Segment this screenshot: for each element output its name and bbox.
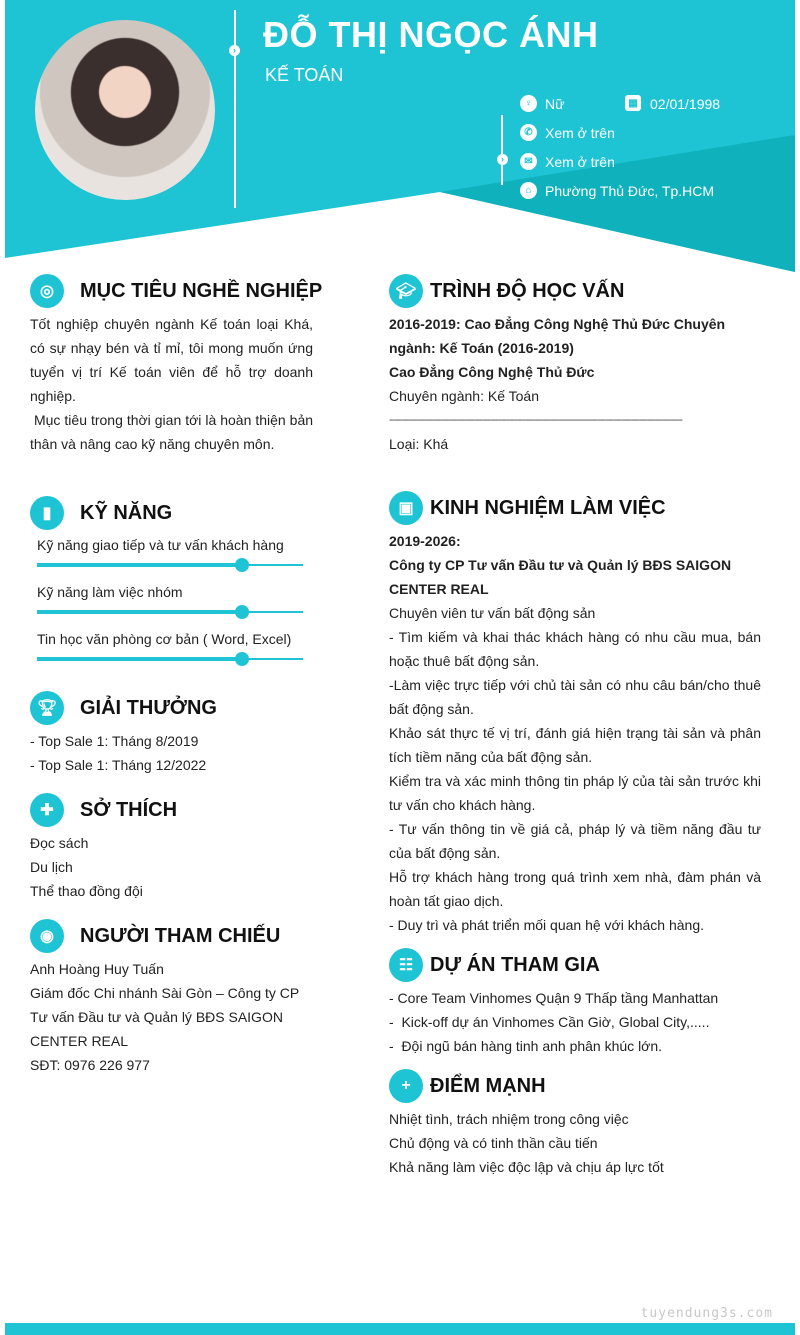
objective-text-2: Mục tiêu trong thời gian tới là hoàn thiện bản thân và nâng cao kỹ năng chuyên môn. bbox=[30, 412, 317, 452]
phone-value: Xem ở trên bbox=[545, 125, 615, 141]
skill-bar-fill bbox=[37, 563, 242, 567]
experience-duty: - Tìm kiếm và khai thác khách hàng có nhu cầu mua, bán hoặc thuê bất động sản. bbox=[389, 629, 761, 669]
experience-period: 2019-2026: bbox=[389, 533, 461, 549]
email-value: Xem ở trên bbox=[545, 154, 615, 170]
award-item: - Top Sale 1: Tháng 8/2019 bbox=[30, 733, 199, 749]
home-icon: ⌂ bbox=[520, 182, 537, 199]
strength-item: Khả năng làm việc độc lập và chịu áp lực tốt bbox=[389, 1159, 664, 1175]
skill-level-knob bbox=[235, 605, 249, 619]
candidate-name: ĐỖ THỊ NGỌC ÁNH bbox=[263, 14, 599, 55]
calendar-icon: ▦ bbox=[625, 95, 641, 111]
education-major: Chuyên ngành: Kế Toán bbox=[389, 388, 539, 404]
reference-phone: SĐT: 0976 226 977 bbox=[30, 1057, 150, 1073]
trophy-icon: 🏆︎ bbox=[30, 691, 64, 725]
address-value: Phường Thủ Đức, Tp.HCM bbox=[545, 183, 715, 199]
projects-title: DỰ ÁN THAM GIA bbox=[430, 954, 600, 976]
objective-text-1: Tốt nghiệp chuyên ngành Kế toán loại Khá, có sự nhạy bén và tỉ mỉ, tôi mong muốn ứng tuyển vị trí Kế toán viên để hỗ trợ doanh nghiệp. bbox=[30, 316, 313, 404]
briefcase-icon: ▣ bbox=[389, 491, 423, 525]
skill-level-knob bbox=[235, 558, 249, 572]
skill-label: Kỹ năng giao tiếp và tư vấn khách hàng bbox=[37, 537, 284, 553]
user-icon: ◉ bbox=[30, 919, 64, 953]
project-item: - Kick-off dự án Vinhomes Cần Giờ, Global City,..... bbox=[389, 1014, 710, 1030]
bar-chart-icon: ▮ bbox=[30, 496, 64, 530]
hobby-item: Du lịch bbox=[30, 859, 73, 875]
references-title: NGƯỜI THAM CHIẾU bbox=[80, 925, 281, 947]
graduation-cap-icon: 🎓︎ bbox=[389, 274, 423, 308]
experience-duty: Kiểm tra và xác minh thông tin pháp lý của tài sản trước khi tư vấn cho khách hàng. bbox=[389, 773, 761, 813]
experience-duty: Khảo sát thực tế vị trí, đánh giá hiện trạng tài sản và phân tích tiềm năng của bất động sản. bbox=[389, 725, 761, 765]
strength-item: Chủ động và có tinh thần cầu tiến bbox=[389, 1135, 598, 1151]
education-separator: -------------------------------------------------------------------------------------------------------------- bbox=[389, 414, 682, 426]
gender-value: Nữ bbox=[545, 96, 565, 112]
objective-title: MỤC TIÊU NGHỀ NGHIỆP bbox=[80, 280, 323, 302]
job-title: KẾ TOÁN bbox=[265, 65, 344, 85]
education-degree: 2016-2019: Cao Đẳng Công Nghệ Thủ Đức Chuyên ngành: Kế Toán (2016-2019) bbox=[389, 316, 726, 356]
footer-bar bbox=[5, 1323, 795, 1335]
experience-duty: Hỗ trợ khách hàng trong quá trình xem nhà, đàm phán và hoàn tất giao dịch. bbox=[389, 869, 761, 909]
education-school: Cao Đẳng Công Nghệ Thủ Đức bbox=[389, 364, 595, 380]
reference-position: Giám đốc Chi nhánh Sài Gòn – Công ty CP Tư vấn Đầu tư và Quản lý BĐS SAIGON CENTER REAL bbox=[30, 985, 300, 1049]
reference-name: Anh Hoàng Huy Tuấn bbox=[30, 961, 164, 977]
watermark: tuyendung3s.com bbox=[640, 1306, 773, 1321]
experience-company: Công ty CP Tư vấn Đầu tư và Quản lý BĐS SAIGON CENTER REAL bbox=[389, 557, 732, 597]
experience-duty: - Tư vấn thông tin về giá cả, pháp lý và tiềm năng đầu tư của bất động sản. bbox=[389, 821, 761, 861]
gamepad-icon: ✚ bbox=[30, 793, 64, 827]
skills-title: KỸ NĂNG bbox=[80, 502, 173, 524]
skill-label: Kỹ năng làm việc nhóm bbox=[37, 584, 183, 600]
email-icon: ✉ bbox=[520, 153, 537, 170]
skill-bar-fill bbox=[37, 610, 242, 614]
birthdate-value: 02/01/1998 bbox=[650, 96, 721, 112]
education-grade: Loại: Khá bbox=[389, 436, 449, 452]
experience-duty: -Làm việc trực tiếp với chủ tài sản có nhu câu bán/cho thuê bất động sản. bbox=[389, 677, 761, 717]
chevron-right-icon: › bbox=[497, 154, 508, 165]
checklist-icon: ☷ bbox=[389, 948, 423, 982]
experience-duty: - Duy trì và phát triển mối quan hệ với khách hàng. bbox=[389, 917, 705, 933]
hobby-item: Đọc sách bbox=[30, 835, 89, 851]
award-item: - Top Sale 1: Tháng 12/2022 bbox=[30, 757, 207, 773]
chevron-right-icon: › bbox=[229, 45, 240, 56]
hobbies-title: SỞ THÍCH bbox=[80, 799, 178, 821]
header-divider bbox=[234, 10, 236, 208]
contact-divider bbox=[501, 115, 503, 185]
gender-icon: ♀ bbox=[520, 95, 537, 112]
phone-icon: ✆ bbox=[520, 124, 537, 141]
strength-item: Nhiệt tình, trách nhiệm trong công việc bbox=[389, 1111, 629, 1127]
education-title: TRÌNH ĐỘ HỌC VẤN bbox=[430, 280, 625, 302]
skill-label: Tin học văn phòng cơ bản ( Word, Excel) bbox=[37, 631, 292, 647]
experience-title: KINH NGHIỆM LÀM VIỆC bbox=[430, 497, 666, 519]
hobby-item: Thể thao đồng đội bbox=[30, 883, 143, 899]
target-icon: ◎ bbox=[30, 274, 64, 308]
experience-role: Chuyên viên tư vấn bất động sản bbox=[389, 605, 596, 621]
skill-bar-fill bbox=[37, 657, 242, 661]
plus-circle-icon: + bbox=[389, 1069, 423, 1103]
avatar bbox=[35, 20, 215, 200]
awards-title: GIẢI THƯỞNG bbox=[80, 697, 217, 719]
project-item: - Đội ngũ bán hàng tinh anh phân khúc lớn. bbox=[389, 1038, 663, 1054]
skill-level-knob bbox=[235, 652, 249, 666]
strengths-title: ĐIỂM MẠNH bbox=[430, 1075, 546, 1097]
project-item: - Core Team Vinhomes Quận 9 Thấp tầng Manhattan bbox=[389, 990, 719, 1006]
